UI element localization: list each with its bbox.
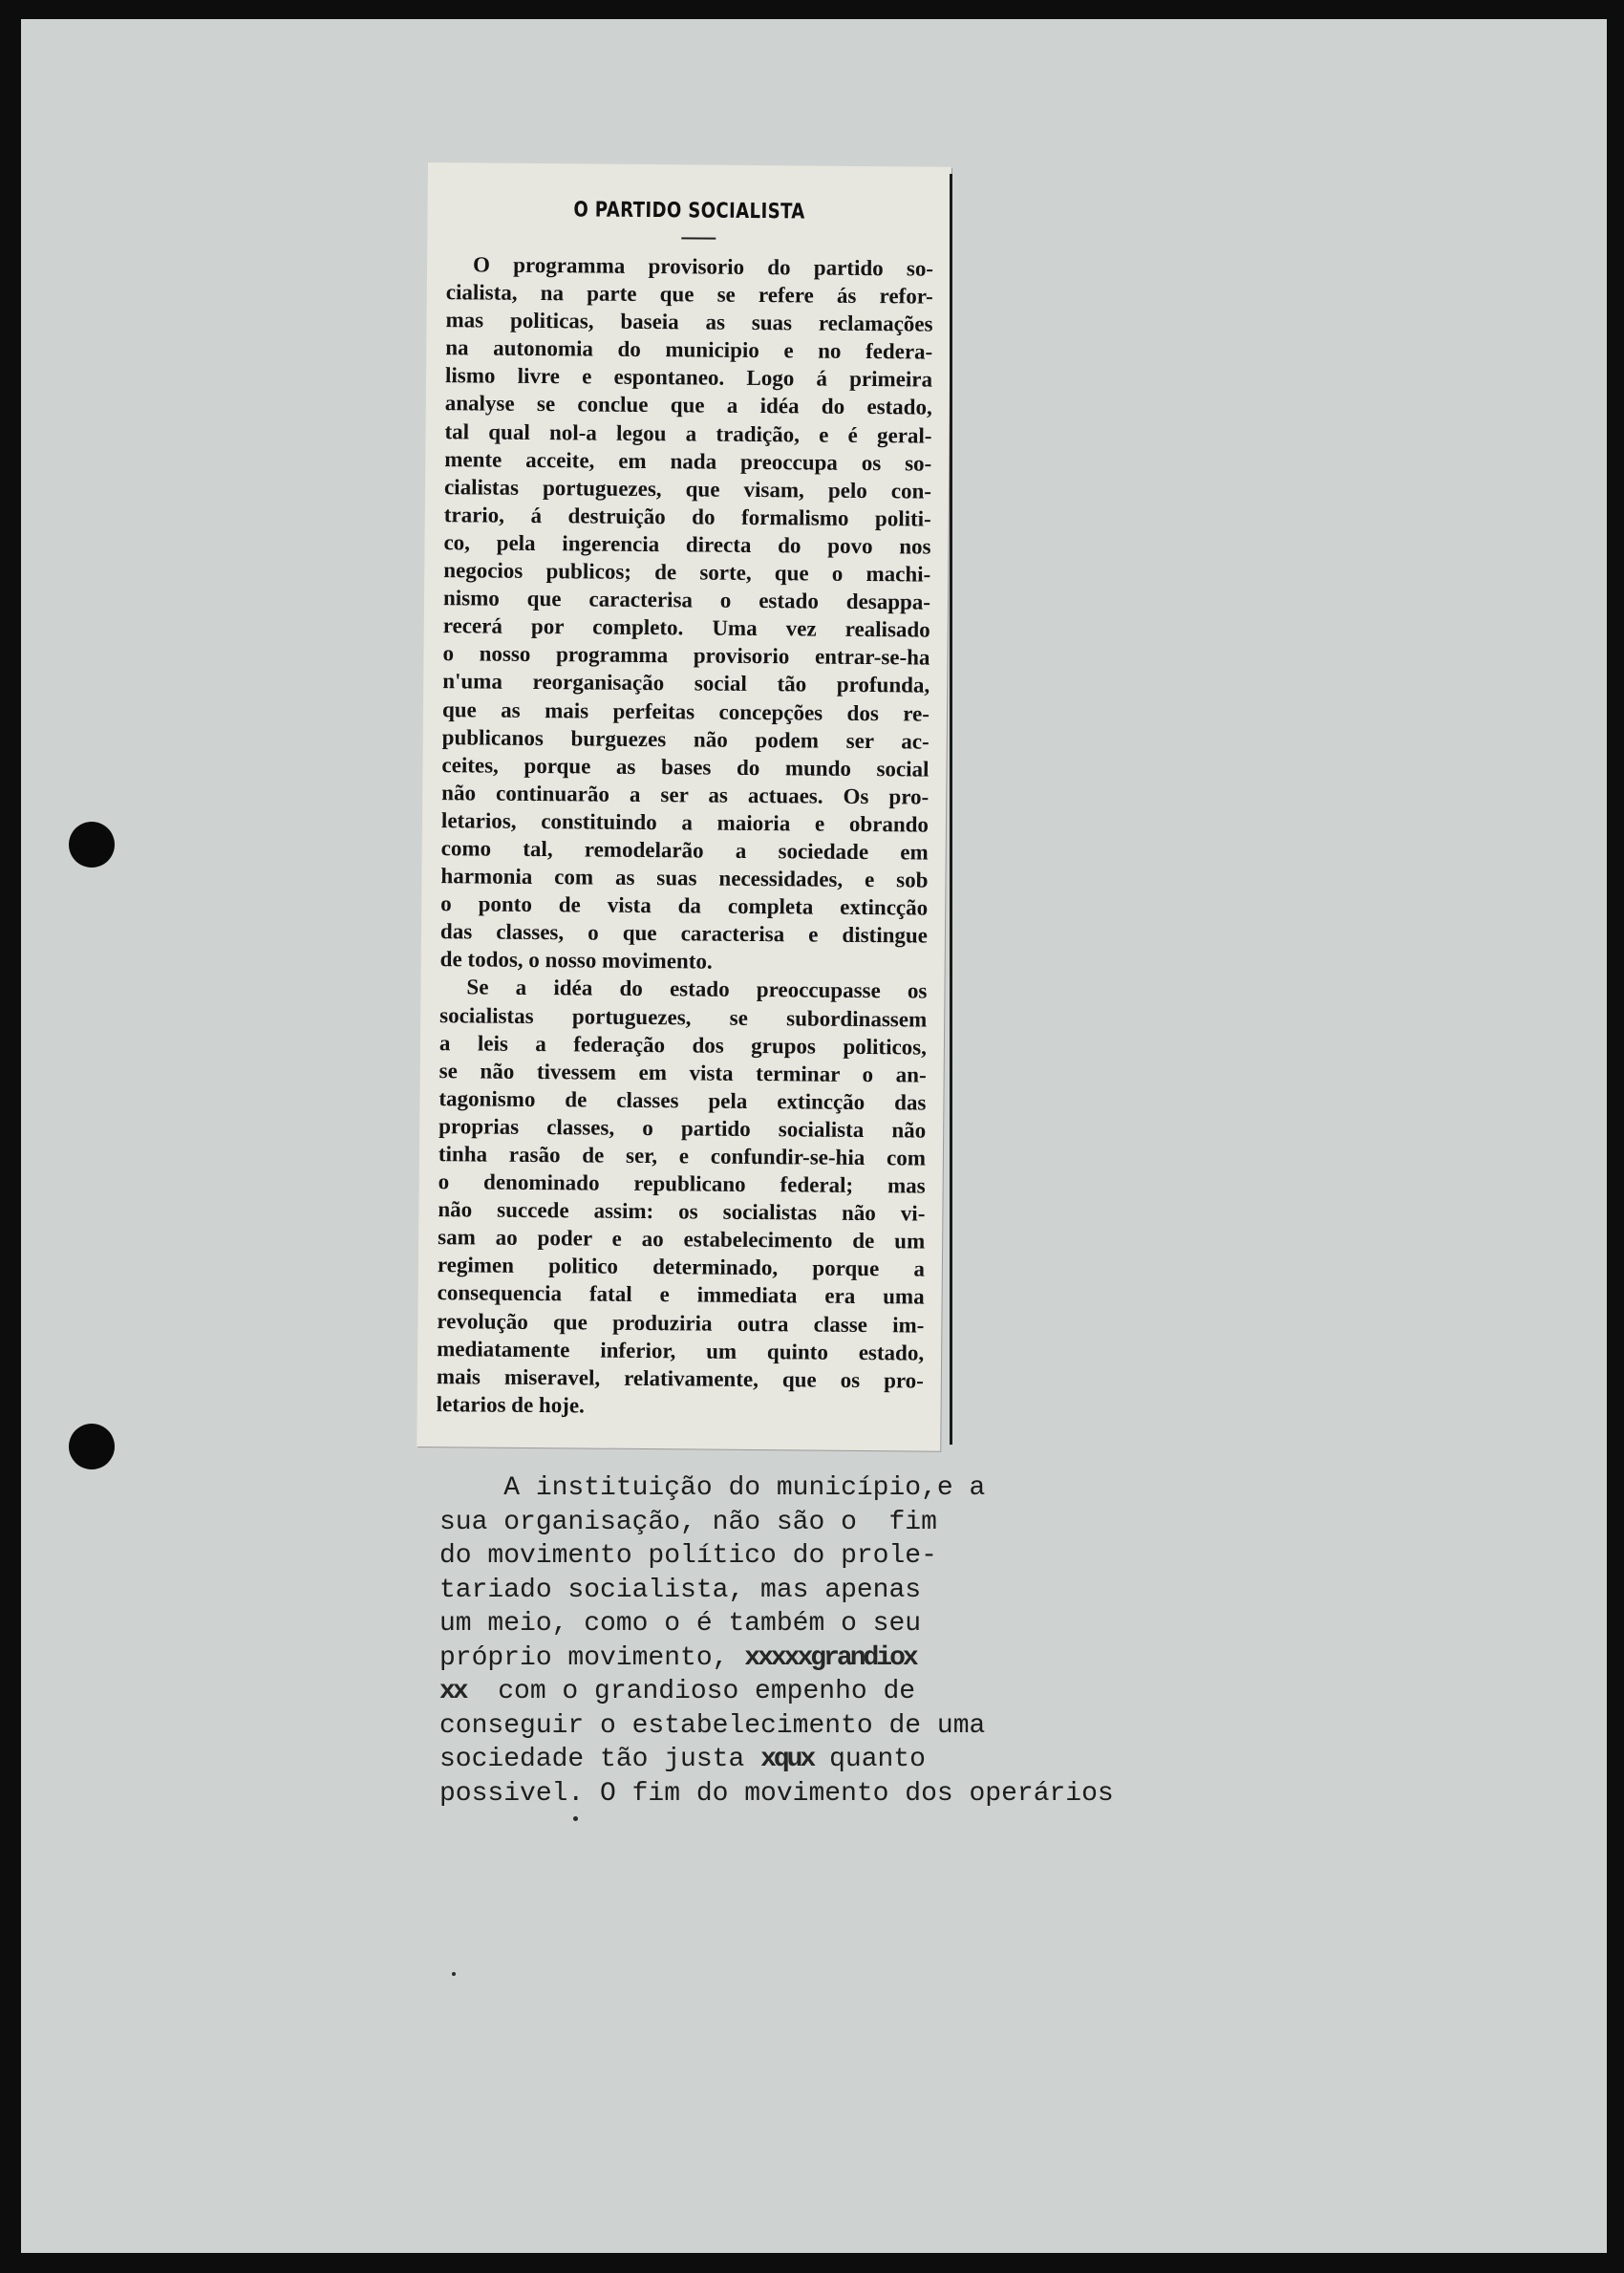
clipping-line: o denominado republicano federal; mas	[438, 1169, 926, 1198]
clipping-line: a leis a federação dos grupos politicos,	[438, 1030, 928, 1060]
typed-fragment: próprio movimento,	[439, 1642, 745, 1673]
clipping-line: O programma provisorio do partido so-	[472, 252, 934, 281]
clipping-line: mediatamente inferior, um quinto estado,	[437, 1336, 925, 1365]
clipping-line: como tal, remodelarão a sociedade em	[440, 836, 929, 865]
typed-line	[439, 1641, 1165, 1676]
clipping-line: consequencia fatal e immediata era uma	[437, 1280, 925, 1310]
clipping-line: cialistas portuguezes, que visam, pelo con-	[443, 474, 932, 504]
clipping-line: de todos, o nosso movimento.	[439, 947, 713, 974]
struck-out-text: xx	[439, 1677, 466, 1706]
clipping-line: das classes, o que caracterisa e distingue	[439, 919, 929, 948]
struck-out-text: xqux	[760, 1745, 814, 1774]
clipping-line: publicanos burguezes não podem ser ac-	[441, 724, 930, 754]
clipping-line: analyse se conclue que a idéa do estado,	[444, 391, 932, 420]
clipping-line: cialista, na parte que se refere ás refor-	[445, 280, 933, 309]
clipping-line: nismo que caracterisa o estado desappa-	[442, 586, 931, 614]
clipping-shadow-edge	[950, 174, 952, 1445]
punch-hole-bottom	[69, 1424, 115, 1469]
typed-fragment: quanto	[813, 1745, 926, 1774]
clipping-line: recerá por completo. Uma vez realisado	[442, 613, 930, 642]
typed-line: do movimento político do prole-	[439, 1541, 937, 1571]
clipping-line: co, pela ingerencia directa do povo nos	[443, 530, 931, 559]
clipping-line: socialistas portuguezes, se subordinassem	[439, 1002, 928, 1032]
clipping-line: letarios de hoje.	[436, 1391, 585, 1418]
typed-line: um meio, como o é também o seu	[439, 1609, 922, 1639]
clipping-line: não continuarão a ser as actuaes. Os pro-	[441, 780, 930, 809]
clipping-line: revolução que produziria outra classe im-	[437, 1308, 925, 1338]
typed-fragment: sociedade tão justa	[439, 1745, 761, 1774]
clipping-line: lismo livre e espontaneo. Logo á primeira	[444, 363, 933, 392]
struck-out-text: xxxxxgrandiox	[744, 1642, 916, 1673]
ink-dot	[452, 1972, 456, 1976]
ink-dot	[573, 1816, 578, 1821]
clipping-line: se não tivessem em vista terminar o an-	[438, 1058, 927, 1087]
clipping-line: o nosso programma provisorio entrar-se-ha	[442, 641, 930, 670]
clipping-line: ceites, porque as bases do mundo social	[441, 752, 930, 782]
clipping-title: O PARTIDO SOCIALISTA	[573, 198, 805, 225]
typed-line: tariado socialista, mas apenas	[439, 1575, 922, 1605]
clipping-line: proprias classes, o partido socialista não	[438, 1114, 927, 1143]
clipping-line: mente acceite, em nada preoccupa os so-	[444, 446, 932, 476]
clipping-line: negocios publicos; de sorte, que o machi-	[443, 558, 931, 587]
clipping-line: Se a idéa do estado preoccupasse os	[466, 975, 928, 1004]
typed-line: sua organisação, não são o fim	[439, 1507, 937, 1537]
clipping-line: tinha rasão de ser, e confundir-se-hia com	[438, 1142, 927, 1170]
clipping-line: regimen politico determinado, porque a	[437, 1253, 926, 1281]
typed-line	[439, 1675, 1165, 1709]
clipping-line: não succede assim: os socialistas não vi-	[438, 1197, 926, 1226]
clipping-line: mas politicas, baseia as suas reclamações	[445, 308, 933, 336]
clipping-line: letarios, constituindo a maioria e obrando	[440, 808, 930, 837]
typed-line: possivel. O fim do movimento dos operários	[439, 1778, 1114, 1809]
clipping-line: harmonia com as suas necessidades, e sob	[440, 864, 929, 892]
clipping-line: que as mais perfeitas concepções dos re-	[441, 697, 930, 726]
typewritten-text	[439, 1471, 1165, 1811]
title-rule	[681, 237, 716, 239]
clipping-line: sam ao poder e ao estabelecimento de um	[438, 1225, 926, 1254]
typed-line	[439, 1743, 1165, 1777]
typed-fragment: com o grandioso empenho de	[465, 1677, 916, 1706]
punch-hole-top	[69, 822, 115, 868]
typed-line: A instituição do município,e a	[439, 1473, 986, 1503]
clipping-line: n'uma reorganisação social tão profunda,	[442, 669, 930, 698]
newspaper-clipping	[417, 162, 951, 1451]
typed-line: conseguir o estabelecimento de uma	[439, 1710, 986, 1741]
clipping-line: trario, á destruição do formalismo politi-	[443, 503, 931, 531]
clipping-line: mais miseravel, relativamente, que os pro-	[436, 1363, 925, 1393]
clipping-line: na autonomia do municipio e no federa-	[445, 335, 933, 364]
clipping-line: o ponto de vista da completa extincção	[440, 891, 929, 920]
clipping-body	[437, 250, 934, 1422]
clipping-line: tagonismo de classes pela extincção das	[438, 1085, 927, 1115]
clipping-line: tal qual nol-a legou a tradição, e é geral-	[444, 418, 932, 448]
